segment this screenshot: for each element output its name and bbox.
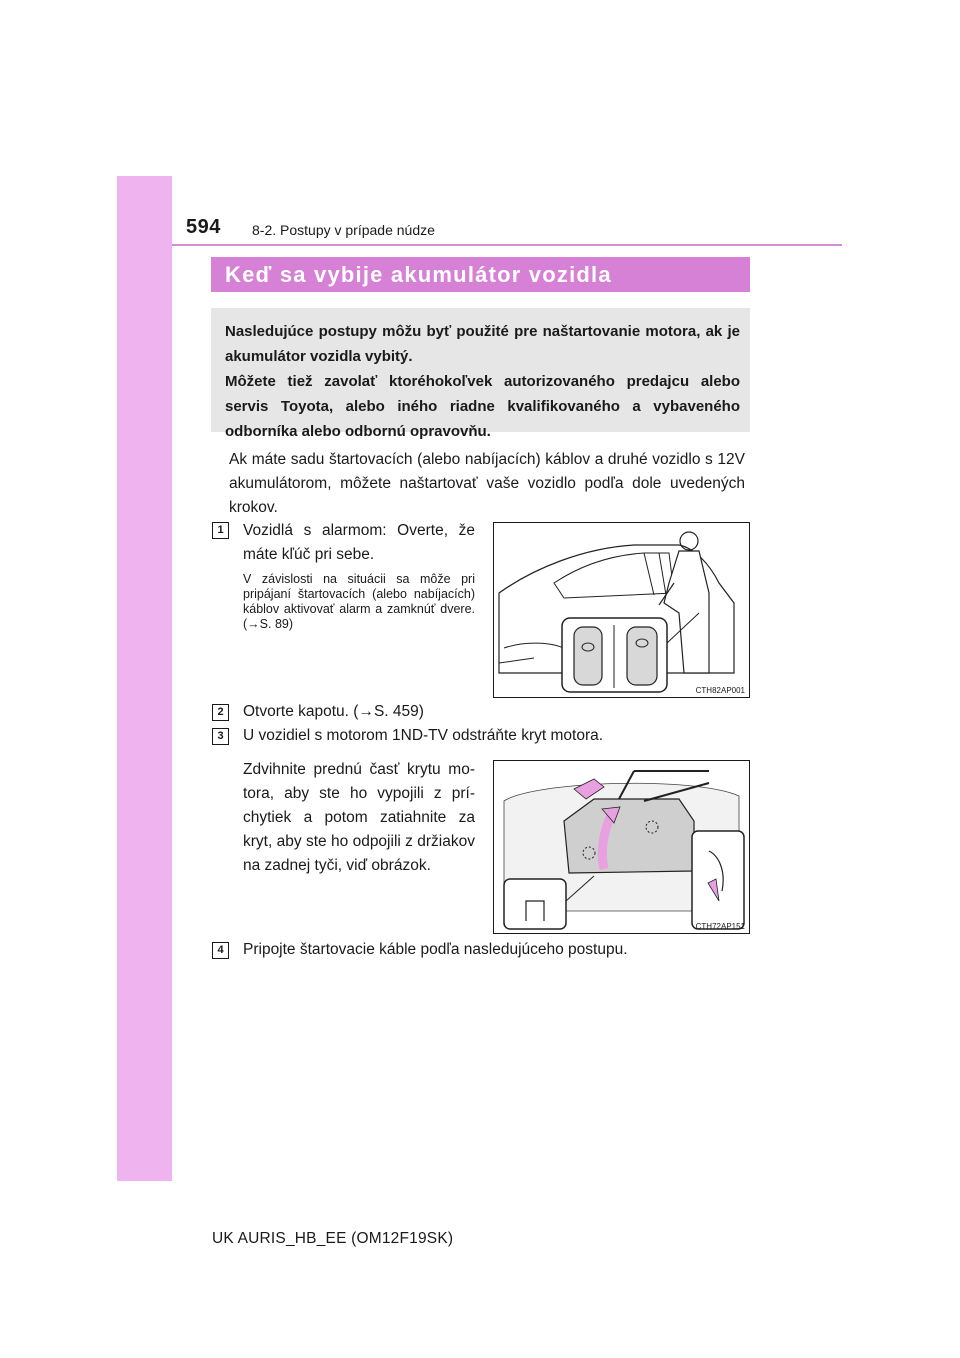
document-footer: UK AURIS_HB_EE (OM12F19SK) [212, 1230, 454, 1247]
step-subtext: Zdvihnite prednú časť krytu motora, aby ste ho vypojili z príchytiek a potom zatiahnite za kryt, aby ste ho odpojili z držiakov na zadnej tyči, viď obrázok. [243, 761, 475, 874]
header-divider [172, 244, 842, 246]
step-number: 1 [212, 522, 229, 539]
figure-code: CTH72AP151 [695, 922, 745, 931]
side-color-band [117, 176, 172, 1181]
step-text: Vozidlá s alarmom: Overte, že máte kľúč pri sebe. [243, 522, 475, 563]
step-note: V závislosti na situácii sa môže pri pripájaní štartovacích (alebo nabíjacích) káblov aktivovať alarm a zamknúť dvere. (→S. 89) [243, 572, 475, 631]
step-text: U vozidiel s motorom 1ND-TV odstráňte kryt motora. [243, 727, 604, 744]
section-title: Keď sa vybije akumulátor vozidla [211, 257, 750, 292]
figure-engine-cover [493, 760, 750, 934]
step-number: 4 [212, 942, 229, 959]
body-paragraph: Ak máte sadu štartovacích (alebo nabíjacích) káblov a druhé vozidlo s 12V akumulátorom, môžete naštartovať vaše vozidlo podľa dole uvedených krokov. [229, 451, 745, 516]
figure-code: CTH82AP001 [695, 686, 745, 695]
step-text: Pripojte štartovacie káble podľa nasledujúceho postupu. [243, 941, 628, 958]
intro-paragraph: Nasledujúce postupy môžu byť použité pre naštartovanie motora, ak je akumulátor vozidla vybitý. [225, 323, 740, 365]
chapter-title: 8-2. Postupy v prípade núdze [252, 222, 435, 238]
figure-key-car [493, 522, 750, 698]
step-number: 3 [212, 728, 229, 745]
step-text: Otvorte kapotu. (→S. 459) [243, 703, 424, 720]
intro-box [211, 308, 750, 440]
step-number: 2 [212, 704, 229, 721]
intro-paragraph: Môžete tiež zavolať ktoréhokoľvek autorizovaného predajcu alebo servis Toyota, alebo iného riadne kvalifikovaného a vybaveného odborníka alebo odbornú opravovňu. [225, 373, 740, 440]
page-number: 594 [186, 216, 221, 238]
